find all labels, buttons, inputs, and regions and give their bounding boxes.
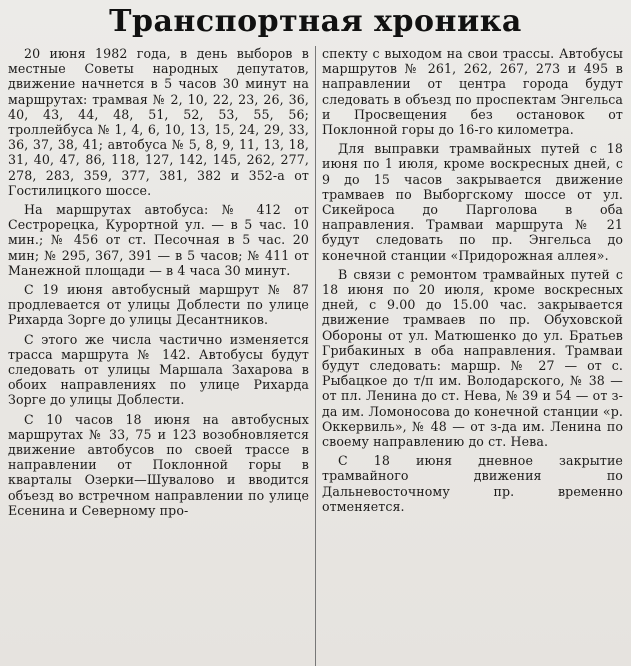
article-columns [8,46,623,666]
left-column [8,46,309,666]
paragraph: В связи с ремонтом трамвайных путей с 18 июня по 20 июля, кроме воскресных дней, с 9.00 до 15.00 час. закрывается движение трамваев по пр. Обуховской Обороны от ул. Матюшенко до ул. Братьев Грибакиных в оба направления. Трамваи будут следовать: маршр. № 27 — от с. Рыбацкое до т/п им. Володарского, № 38 — от пл. Ленина до ст. Нева, № 39 и 54 — от з-да им. Ломоносова до конечной станции «р. Оккервиль», № 48 — от з-да им. Ленина по своему направлению до ст. Нева. [322,266,623,450]
right-column [322,46,623,666]
paragraph: С 19 июня автобусный маршрут № 87 продлевается от улицы Доблести по улице Рихарда Зорге до улицы Десантников. [8,282,309,328]
paragraph: С 18 июня дневное закрытие трамвайного движения по Дальневосточному пр. временно отменяется. [322,453,623,514]
column-divider [315,46,316,666]
paragraph: На маршрутах автобуса: № 412 от Сестрорецка, Курортной ул. — в 5 час. 10 мин.; № 456 от ст. Песочная в 5 час. 20 мин; № 295, 367, 391 — в 5 часов; № 411 от Манежной площади — в 4 часа 30 минут. [8,202,309,278]
paragraph: С 10 часов 18 июня на автобусных маршрутах № 33, 75 и 123 возобновляется движение автобусов по своей трассе в направлении от Поклонной горы в кварталы Озерки—Шувалово и вводится объезд во встречном направлении по улице Есенина и Северному про- [8,411,309,518]
paragraph: Для выправки трамвайных путей с 18 июня по 1 июля, кроме воскресных дней, с 9 до 15 часов закрывается движение трамваев по Выборгскому шоссе от ул. Сикейроса до Парголова в оба направления. Трамваи маршрута № 21 будут следовать по пр. Энгельса до конечной станции «Придорожная аллея». [322,141,623,263]
paragraph: С этого же числа частично изменяется трасса маршрута № 142. Автобусы будут следовать от улицы Маршала Захарова в обоих направлениях по улице Рихарда Зорге до улицы Доблести. [8,331,309,408]
paragraph: спекту с выходом на свои трассы. Автобусы маршрутов № 261, 262, 267, 273 и 495 в направлении от центра города будут следовать в объезд по проспектам Энгельса и Просвещения без остановок от Поклонной горы до 16-го километра. [322,46,623,138]
paragraph: 20 июня 1982 года, в день выборов в местные Советы народных депутатов, движение начнется в 5 часов 30 минут на маршрутах: трамвая № 2, 10, 22, 23, 26, 36, 40, 43, 44, 48, 51, 52, 53, 55, 56; троллейбуса № 1, 4, 6, 10, 13, 15, 24, 29, 33, 36, 37, 38, 41; автобуса № 5, 8, 9, 11, 13, 18, 31, 40, 47, 86, 118, 127, 142, 145, 262, 277, 278, 283, 359, 377, 381, 382 и 352-а от Гостилицкого шоссе. [8,46,309,198]
headline: Транспортная хроника [109,4,522,39]
